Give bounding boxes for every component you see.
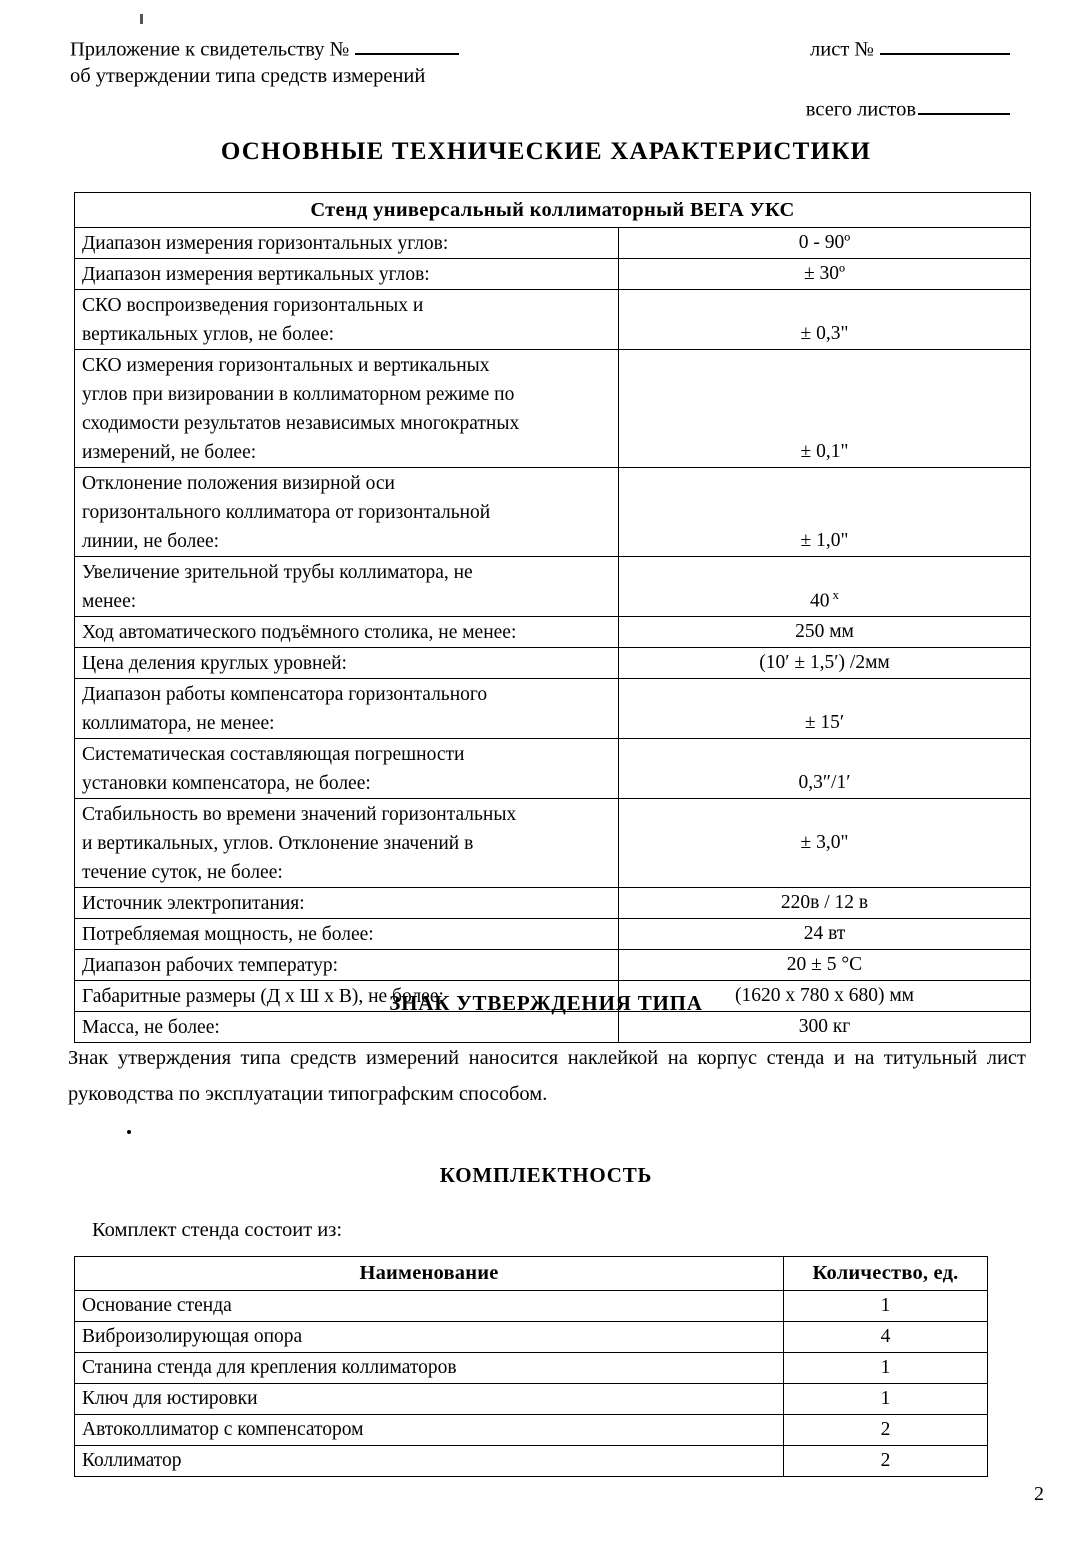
specs-table-row — [75, 950, 1031, 981]
specs-table-row — [75, 228, 1031, 259]
specs-table-row — [75, 919, 1031, 950]
kit-item-name: Коллиматор — [75, 1446, 784, 1477]
specs-table-title: Стенд универсальный коллиматорный ВЕГА УКС — [75, 193, 1031, 228]
page-title: ОСНОВНЫЕ ТЕХНИЧЕСКИЕ ХАРАКТЕРИСТИКИ — [220, 138, 872, 165]
certificate-subtitle: об утверждении типа средств измерений — [70, 65, 426, 88]
magnification-superscript: х — [832, 586, 839, 602]
specs-parameter-cell: Диапазон измерения горизонтальных углов: — [75, 228, 619, 259]
kit-table-row — [75, 1415, 988, 1446]
specs-value-cell: 250 мм — [619, 617, 1031, 648]
kit-item-quantity: 1 — [784, 1291, 988, 1322]
specs-table-row — [75, 739, 1031, 799]
specs-table-row — [75, 799, 1031, 888]
specs-value-cell: ± 0,3" — [619, 290, 1031, 350]
specs-table-row — [75, 350, 1031, 468]
specs-parameter-cell: Ход автоматического подъёмного столика, не менее: — [75, 617, 619, 648]
specs-value-cell: ± 30º — [619, 259, 1031, 290]
specs-value-cell: ± 3,0" — [619, 799, 1031, 888]
kit-item-quantity: 1 — [784, 1384, 988, 1415]
specs-table-row — [75, 617, 1031, 648]
completeness-heading: КОМПЛЕКТНОСТЬ — [439, 1163, 653, 1187]
kit-item-name: Виброизолирующая опора — [75, 1322, 784, 1353]
specs-table-row — [75, 648, 1031, 679]
specs-parameter-cell: Диапазон измерения вертикальных углов: — [75, 259, 619, 290]
approval-mark-heading: ЗНАК УТВЕРЖДЕНИЯ ТИПА — [389, 991, 703, 1015]
technical-specifications-table — [74, 192, 1031, 1043]
specs-parameter-cell: Стабильность во времени значений горизонтальных и вертикальных, углов. Отклонение значений в течение суток, не более: — [75, 799, 619, 888]
specs-table-row — [75, 1012, 1031, 1043]
kit-table-row — [75, 1353, 988, 1384]
kit-item-quantity: 2 — [784, 1415, 988, 1446]
kit-table-row — [75, 1291, 988, 1322]
kit-item-name: Станина стенда для крепления коллиматоров — [75, 1353, 784, 1384]
kit-item-quantity: 4 — [784, 1322, 988, 1353]
kit-column-header-qty: Количество, ед. — [784, 1257, 988, 1291]
kit-item-quantity: 1 — [784, 1353, 988, 1384]
specs-value-cell: 300 кг — [619, 1012, 1031, 1043]
certificate-label: Приложение к свидетельству № — [70, 38, 350, 61]
specs-value-cell: (1620 х 780 х 680) мм — [619, 981, 1031, 1012]
specs-parameter-cell: Цена деления круглых уровней: — [75, 648, 619, 679]
sheet-reference — [810, 34, 1022, 63]
certificate-number-blank — [355, 34, 459, 55]
certificate-line-1 — [70, 34, 459, 63]
specs-table-row — [75, 259, 1031, 290]
specs-table-row — [75, 679, 1031, 739]
approval-mark-paragraph: Знак утверждения типа средств измерений наносится наклейкой на корпус стенда и на титульный лист руководства по эксплуатации типографским способом. — [68, 1047, 1026, 1105]
header-top-row — [70, 34, 1022, 90]
total-sheets-reference — [806, 94, 1010, 123]
specs-table-body — [75, 228, 1031, 1043]
specs-value-cell: 40 $^х$ — [619, 557, 1031, 617]
completeness-intro-paragraph: Комплект стенда состоит из: — [92, 1219, 343, 1241]
kit-table-row — [75, 1446, 988, 1477]
kit-item-name: Ключ для юстировки — [75, 1384, 784, 1415]
specs-parameter-cell: Отклонение положения визирной оси горизонтального коллиматора от горизонтальной линии, не более: — [75, 468, 619, 557]
specs-parameter-cell: СКО измерения горизонтальных и вертикальных углов при визировании в коллиматорном режиме по сходимости результатов независимых многократных измерений, не более: — [75, 350, 619, 468]
sheet-label: лист № — [810, 38, 874, 61]
specs-parameter-cell: Потребляемая мощность, не более: — [75, 919, 619, 950]
kit-table-body — [75, 1291, 988, 1477]
specs-value-cell: (10′ ± 1,5′) /2мм — [619, 648, 1031, 679]
specs-value-cell: 0 - 90º — [619, 228, 1031, 259]
specs-parameter-cell: Диапазон рабочих температур: — [75, 950, 619, 981]
kit-item-name: Автоколлиматор с компенсатором — [75, 1415, 784, 1446]
specs-parameter-cell: Диапазон работы компенсатора горизонтального коллиматора, не менее: — [75, 679, 619, 739]
document-header — [70, 34, 1022, 121]
specs-parameter-cell: Увеличение зрительной трубы коллиматора, не менее: — [75, 557, 619, 617]
specs-value-cell: 220в / 12 в — [619, 888, 1031, 919]
completeness-table — [74, 1256, 988, 1477]
specs-parameter-cell: Систематическая составляющая погрешности установки компенсатора, не более: — [75, 739, 619, 799]
specs-value-cell: 24 вт — [619, 919, 1031, 950]
specs-value-cell: 0,3″/1′ — [619, 739, 1031, 799]
total-sheets-label: всего листов — [805, 98, 916, 121]
kit-item-name: Основание стенда — [75, 1291, 784, 1322]
kit-column-header-name: Наименование — [75, 1257, 784, 1291]
certificate-reference — [70, 34, 459, 90]
specs-parameter-cell: СКО воспроизведения горизонтальных и вертикальных углов, не более: — [75, 290, 619, 350]
total-sheets-blank — [918, 94, 1010, 115]
scan-artifact-mark-top — [140, 14, 143, 24]
specs-value-cell: ± 15′ — [619, 679, 1031, 739]
specs-table-title-row — [75, 193, 1031, 228]
kit-table-header-row — [75, 1257, 988, 1291]
sheet-number-blank — [880, 34, 1010, 55]
specs-parameter-cell: Источник электропитания: — [75, 888, 619, 919]
kit-table-row — [75, 1384, 988, 1415]
specs-value-cell: 20 ± 5 °C — [619, 950, 1031, 981]
specs-parameter-cell: Габаритные размеры (Д х Ш х В), не более: — [75, 981, 619, 1012]
specs-value-cell: ± 1,0" — [619, 468, 1031, 557]
kit-item-quantity: 2 — [784, 1446, 988, 1477]
specs-table-row — [75, 468, 1031, 557]
kit-table-row — [75, 1322, 988, 1353]
scan-artifact-mark-body — [127, 1130, 131, 1134]
specs-table-row — [75, 290, 1031, 350]
page-number: 2 — [1034, 1483, 1044, 1505]
certificate-line-2 — [70, 63, 459, 90]
specs-value-cell: ± 0,1" — [619, 350, 1031, 468]
specs-table-row — [75, 557, 1031, 617]
specs-table-row — [75, 888, 1031, 919]
specs-parameter-cell: Масса, не более: — [75, 1012, 619, 1043]
